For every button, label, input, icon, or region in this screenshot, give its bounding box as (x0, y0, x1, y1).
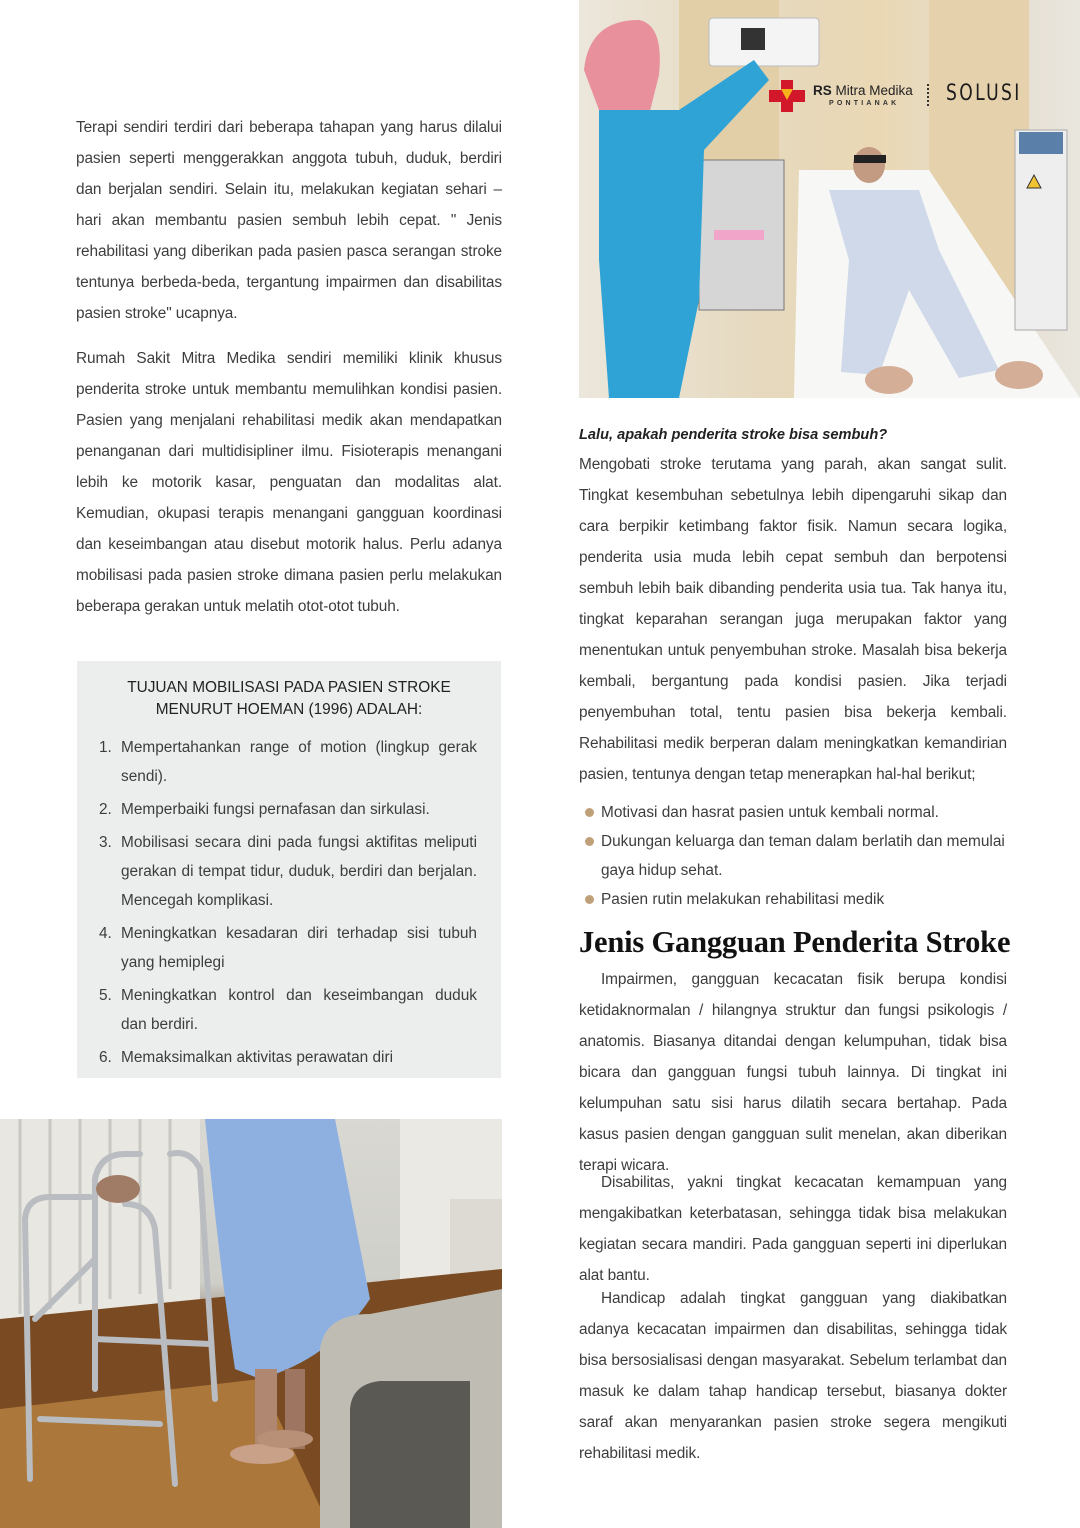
recovery-factors-list (585, 798, 1005, 914)
nurse-hijab (584, 20, 660, 115)
patient-head (853, 147, 885, 183)
eye-goggles (854, 155, 886, 163)
section-title: Jenis Gangguan Penderita Stroke (579, 925, 1011, 959)
list-text: Meningkatkan kontrol dan keseimbangan duduk dan berdiri. (121, 987, 477, 1033)
goals-list (99, 733, 477, 1076)
mobilization-goals-box (77, 661, 501, 1078)
logo-divider (927, 84, 931, 106)
list-item (99, 828, 477, 915)
list-number: 6. (99, 1049, 112, 1066)
list-text: Memaksimalkan aktivitas perawatan diri (121, 1049, 394, 1066)
disability-paragraph: Disabilitas, yakni tingkat kecacatan kemampuan yang mengakibatkan keterbatasan, sehingga tidak bisa melakukan kegiatan secara mandiri. Pada gangguan seperti ini diperlukan alat bantu. (579, 1174, 1007, 1284)
foot-right (257, 1430, 313, 1448)
patient-foot-left (865, 366, 913, 394)
logo-rs: RS (813, 83, 832, 98)
patient-foot-right (995, 361, 1043, 389)
machine-screen (1019, 132, 1063, 154)
list-number: 2. (99, 801, 112, 818)
bed-rail-opening (350, 1381, 470, 1528)
clinic-paragraph: Rumah Sakit Mitra Medika sendiri memiliki klinik khusus penderita stroke untuk membantu memulihkan kondisi pasien. Pasien yang menjalani rehabilitasi medik akan mendapatkan penanganan dari multidisipliner ilmu. Fisioterapis menangani lebih ke motorik kasar, penguatan dan modalitas alat. Kemudian, okupasi terapis menangani gangguan koordinasi dan keseimbangan atau disebut motorik halus. Perlu adanya mobilisasi pada pasien stroke dimana pasien perlu melakukan beberapa gerakan untuk melatih otot-otot tubuh. (76, 350, 502, 615)
list-text: Meningkatkan kesadaran diri terhadap sisi tubuh yang hemiplegi (121, 925, 477, 971)
list-text: Memperbaiki fungsi pernafasan dan sirkulasi. (121, 801, 430, 818)
bullet-text: Dukungan keluarga dan teman dalam berlatih dan memulai gaya hidup sehat. (601, 833, 1005, 879)
walker-scene-illustration (0, 1119, 502, 1528)
walker-patient-photo (0, 1119, 502, 1528)
list-item (99, 981, 477, 1039)
list-text: Mempertahankan range of motion (lingkup gerak sendi). (121, 739, 477, 785)
red-cross-logo-icon (767, 78, 807, 114)
hand (96, 1175, 140, 1203)
list-number: 5. (99, 987, 112, 1004)
box-title-line1: TUJUAN MOBILISASI PADA PASIEN STROKE (127, 679, 451, 696)
box-title (77, 677, 501, 721)
list-item (99, 733, 477, 791)
answer-paragraph: Mengobati stroke terutama yang parah, akan sangat sulit. Tingkat kesembuhan sebetulnya lebih dipengaruhi sikap dan cara berpikir ketimbang faktor fisik. Namun secara logika, penderita usia muda lebih cepat sembuh dan berpotensi sembuh lebih baik dibanding penderita usia tua. Tak hanya itu, tingkat keparahan serangan juga merupakan faktor yang menentukan untuk penyembuhan stroke. Masalah bisa bekerja kembali, bergantung pada kondisi pasien. Jika terjadi penyembuhan total, tentu pasien bisa bekerja kembali. Rehabilitasi medik berperan dalam meningkatkan kemandirian pasien, tentunya dengan tetap menerapkan hal-hal berikut; (579, 456, 1007, 783)
bullet-item (585, 885, 1005, 914)
list-number: 3. (99, 834, 112, 851)
list-text: Mobilisasi secara dini pada fungsi aktifitas meliputi gerakan di tempat tidur, duduk, berdiri dan berjalan. Mencegah komplikasi. (121, 834, 477, 909)
logo-section-name: SOLUSI (946, 81, 1022, 106)
bullet-dot-icon (585, 808, 594, 817)
question-heading: Lalu, apakah penderita stroke bisa sembuh? (579, 427, 888, 443)
lamp-display (741, 28, 765, 50)
pink-basket (714, 230, 764, 240)
hospital-logo (767, 78, 1080, 114)
therapy-machine (1015, 130, 1067, 330)
handicap-paragraph: Handicap adalah tingkat gangguan yang diakibatkan adanya kecacatan impairmen dan disabilitas, sehingga tidak bisa bersosialisasi dengan masyarakat. Sebelum terlambat dan masuk ke dalam tahap handicap tersebut, biasanya dokter saraf akan menyarankan pasien stroke segera mengikuti rehabilitasi medik. (579, 1290, 1007, 1462)
bullet-text: Pasien rutin melakukan rehabilitasi medik (601, 891, 885, 908)
logo-brand (813, 83, 913, 98)
intro-paragraph: Terapi sendiri terdiri dari beberapa tahapan yang harus dilalui pasien seperti menggerakkan anggota tubuh, duduk, berdiri dan berjalan sendiri. Selain itu, melakukan kegiatan sehari – hari akan membantu pasien sembuh lebih cepat. " Jenis rehabilitasi yang diberikan pada pasien pasca serangan stroke tentunya berbeda-beda, tergantung impairmen dan disabilitas pasien stroke" ucapnya. (76, 119, 502, 322)
list-item (99, 919, 477, 977)
impairment-paragraph: Impairmen, gangguan kecacatan fisik berupa kondisi ketidaknormalan / hilangnya struktur dan fungsi psikologis / anatomis. Biasanya ditandai dengan kelumpuhan, tidak bisa bicara dan gangguan fungsi tubuh lainnya. Di tingkat ini kelumpuhan satu sisi harus dilatih secara bertahap. Pada kasus pasien dengan gangguan sulit menelan, akan diberikan terapi wicara. (579, 971, 1007, 1174)
logo-name: Mitra Medika (835, 83, 913, 98)
box-title-line2: MENURUT HOEMAN (1996) ADALAH: (155, 701, 423, 718)
bullet-text: Motivasi dan hasrat pasien untuk kembali normal. (601, 804, 939, 821)
bullet-dot-icon (585, 837, 594, 846)
therapy-room-photo (579, 0, 1080, 398)
therapy-scene-illustration (579, 0, 1080, 398)
bullet-item (585, 827, 1005, 885)
list-number: 1. (99, 739, 112, 756)
bullet-dot-icon (585, 895, 594, 904)
logo-city: PONTIANAK (829, 100, 900, 107)
list-item (99, 795, 477, 824)
list-item (99, 1043, 477, 1072)
list-number: 4. (99, 925, 112, 942)
bullet-item (585, 798, 1005, 827)
